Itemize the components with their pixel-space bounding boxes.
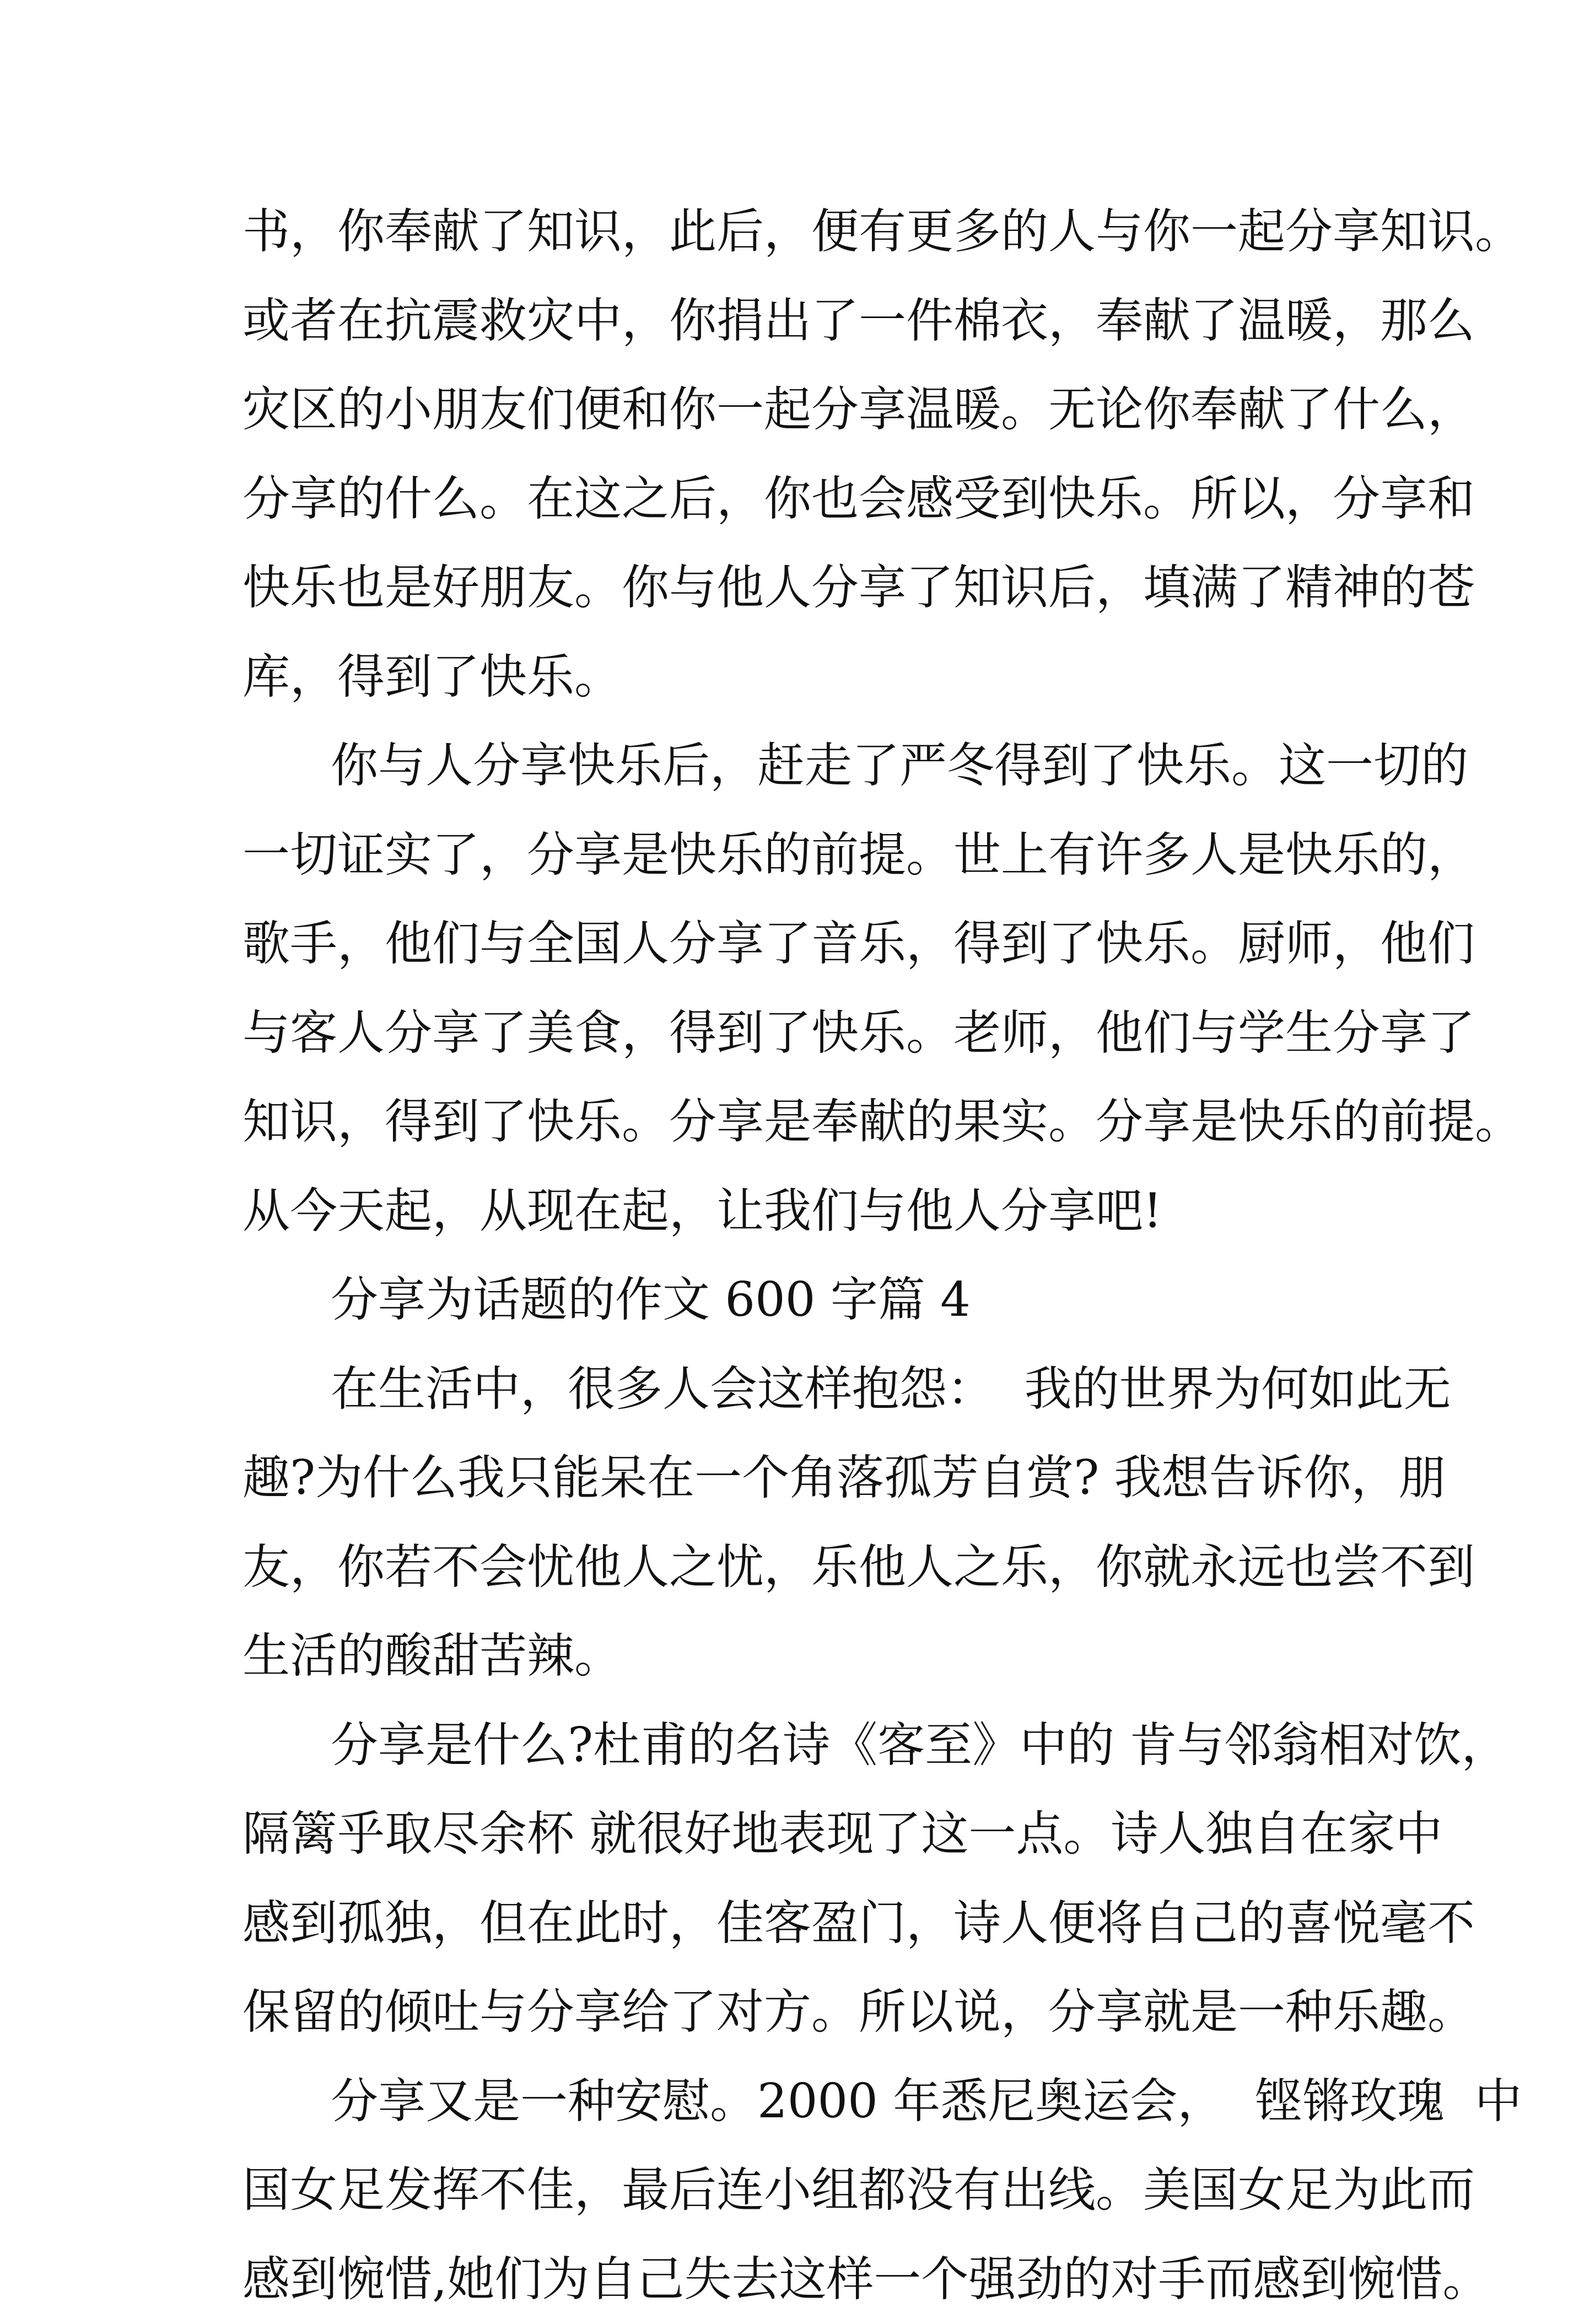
text-line: 分享是什么?杜甫的名诗《客至》中的 肯与邻翁相对饮，: [243, 1701, 1394, 1790]
document-body: [243, 187, 1394, 2324]
text-line: 库，得到了快乐。: [243, 633, 1394, 722]
text-line: 从今天起，从现在起，让我们与他人分享吧!: [243, 1167, 1394, 1256]
text-line: 分享为话题的作文 600 字篇 4: [243, 1256, 1394, 1345]
text-line: 书，你奉献了知识，此后，便有更多的人与你一起分享知识。: [243, 187, 1394, 277]
text-line: 快乐也是好朋友。你与他人分享了知识后，填满了精神的苍: [243, 544, 1394, 633]
text-line: 在生活中，很多人会这样抱怨： 我的世界为何如此无: [243, 1345, 1394, 1434]
text-line: 分享的什么。在这之后，你也会感受到快乐。所以，分享和: [243, 455, 1394, 544]
text-line: 分享又是一种安慰。2000 年悉尼奥运会， 铿锵玫瑰 中: [243, 2057, 1394, 2147]
text-line: 国女足发挥不佳，最后连小组都没有出线。美国女足为此而: [243, 2146, 1394, 2235]
text-line: 你与人分享快乐后，赶走了严冬得到了快乐。这一切的: [243, 722, 1394, 811]
text-line: 歌手，他们与全国人分享了音乐，得到了快乐。厨师，他们: [243, 900, 1394, 989]
text-line: 友，你若不会忧他人之忧，乐他人之乐，你就永远也尝不到: [243, 1523, 1394, 1612]
text-line: 感到惋惜,她们为自己失去这样一个强劲的对手而感到惋惜。: [243, 2235, 1394, 2324]
text-line: 生活的酸甜苦辣。: [243, 1612, 1394, 1701]
text-line: 感到孤独，但在此时，佳客盈门，诗人便将自己的喜悦毫不: [243, 1879, 1394, 1968]
text-line: 灾区的小朋友们便和你一起分享温暖。无论你奉献了什么，: [243, 365, 1394, 455]
text-line: 或者在抗震救灾中，你捐出了一件棉衣，奉献了温暖，那么: [243, 277, 1394, 366]
text-line: 与客人分享了美食，得到了快乐。老师，他们与学生分享了: [243, 989, 1394, 1078]
text-line: 一切证实了，分享是快乐的前提。世上有许多人是快乐的，: [243, 811, 1394, 900]
text-line: 知识，得到了快乐。分享是奉献的果实。分享是快乐的前提。: [243, 1078, 1394, 1167]
text-line: 保留的倾吐与分享给了对方。所以说，分享就是一种乐趣。: [243, 1968, 1394, 2057]
text-line: 隔篱乎取尽余杯 就很好地表现了这一点。诗人独自在家中: [243, 1790, 1394, 1879]
text-line: 趣?为什么我只能呆在一个角落孤芳自赏? 我想告诉你，朋: [243, 1434, 1394, 1523]
